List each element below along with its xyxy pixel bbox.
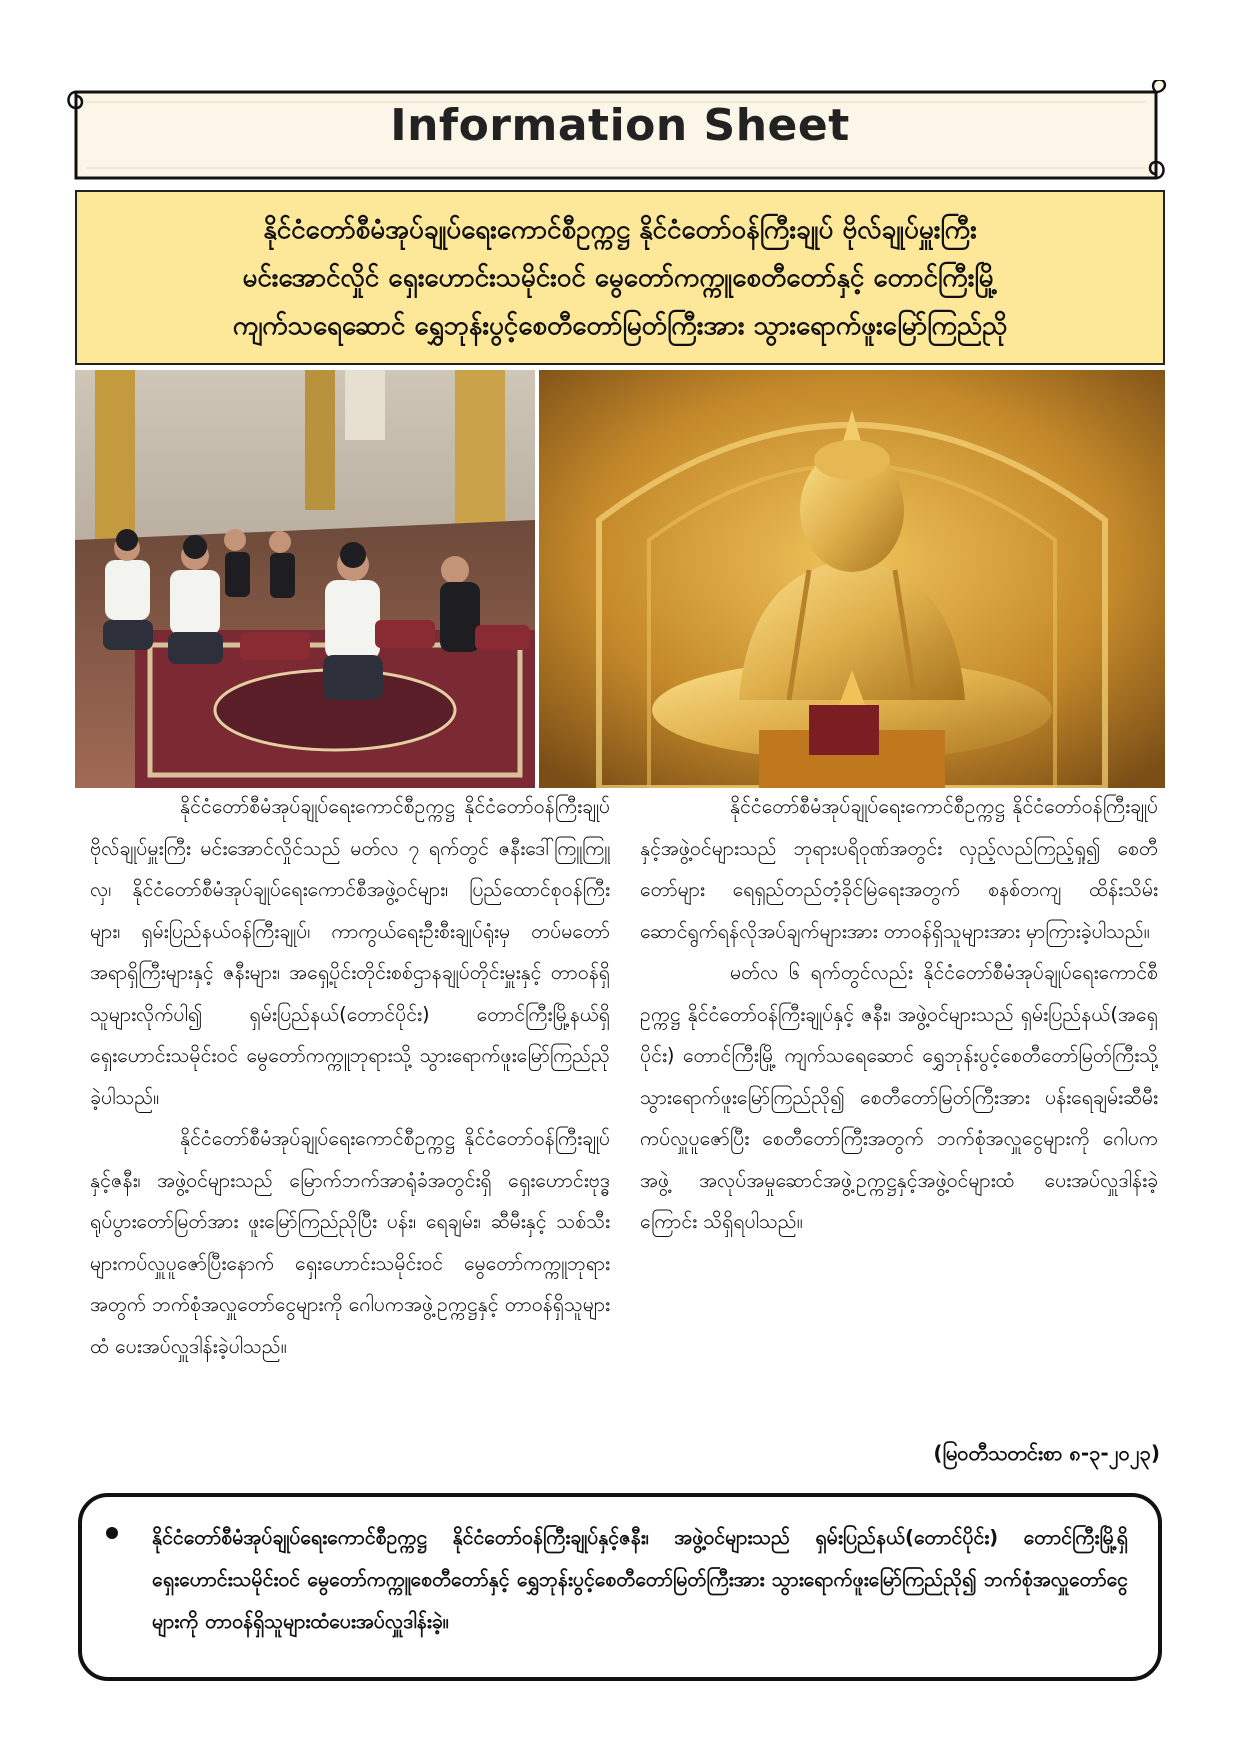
article-column-right: [640, 786, 1158, 1386]
title-banner: [66, 80, 1174, 190]
summary-box: [78, 1493, 1162, 1681]
bullet-icon: [106, 1527, 118, 1539]
page-title: Information Sheet: [390, 100, 850, 151]
photo-golden-buddha: [539, 370, 1165, 788]
article-paragraph: နိုင်ငံတော်စီမံအုပ်ချုပ်ရေးကောင်စီဥက္ကဋ္ဌ နိုင်ငံတော်ဝန်ကြီးချုပ်နှင့်အဖွဲ့ဝင်များသည် ဘုရားပရိဝုဏ်အတွင်း လှည့်လည်ကြည့်ရှု၍ စေတီတော်များ ရေရှည်တည်တံ့ခိုင်မြဲရေးအတွက် စနစ်တကျ ထိန်းသိမ်းဆောင်ရွက်ရန်လိုအပ်ချက်များအား တာဝန်ရှိသူများအား မှာကြားခဲ့ပါသည်။: [640, 795, 1158, 943]
headline-line-1: နိုင်ငံတော်စီမံအုပ်ချုပ်ရေးကောင်စီဥက္ကဋ္ဌ နိုင်ငံတော်ဝန်ကြီးချုပ် ဗိုလ်ချုပ်မှူးကြီး: [263, 215, 977, 245]
headline-line-3: ကျက်သရေဆောင် ရွှေဘုန်းပွင့်စေတီတော်မြတ်ကြီးအား သွားရောက်ဖူးမြော်ကြည်ညို: [232, 311, 1008, 341]
summary-text: နိုင်ငံတော်စီမံအုပ်ချုပ်ရေးကောင်စီဥက္ကဋ္ဌ နိုင်ငံတော်ဝန်ကြီးချုပ်နှင့်ဇနီး၊ အဖွဲ့ဝင်များသည် ရှမ်းပြည်နယ်(တောင်ပိုင်း) တောင်ကြီးမြို့ရှိ ရှေးဟောင်းသမိုင်းဝင် မွေတော်ကက္ကူစေတီတော်နှင့် ရွှေဘုန်းပွင့်စေတီတော်မြတ်ကြီးအား သွားရောက်ဖူးမြော်ကြည်ညို၍ ဘက်စုံအလှူတော်ငွေများကို တာဝန်ရှိသူများထံပေးအပ်လှူဒါန်းခဲ့။: [152, 1526, 1128, 1633]
article-paragraph: မတ်လ ၆ ရက်တွင်လည်း နိုင်ငံတော်စီမံအုပ်ချုပ်ရေးကောင်စီဥက္ကဋ္ဌ နိုင်ငံတော်ဝန်ကြီးချုပ်နှင့် ဇနီး၊ အဖွဲ့ဝင်များသည် ရှမ်းပြည်နယ်(အရှေ့ပိုင်း) တောင်ကြီးမြို့ ကျက်သရေဆောင် ရွှေဘုန်းပွင့်စေတီတော်မြတ်ကြီးသို့ သွားရောက်ဖူးမြော်ကြည်ညို၍ စေတီတော်မြတ်ကြီးအား ပန်းရေချမ်းဆီမီး ကပ်လှူပူဇော်ပြီး စေတီတော်ကြီးအတွက် ဘက်စုံအလှူငွေများကို ဂေါပကအဖွဲ့ အလုပ်အမှုဆောင်အဖွဲ့ဥက္ကဋ္ဌနှင့်အဖွဲ့ဝင်များထံ ပေးအပ်လှူဒါန်းခဲ့ကြောင်း သိရှိရပါသည်။: [640, 961, 1158, 1233]
article-paragraph: နိုင်ငံတော်စီမံအုပ်ချုပ်ရေးကောင်စီဥက္ကဋ္ဌ နိုင်ငံတော်ဝန်ကြီးချုပ်နှင့်ဇနီး၊ အဖွဲ့ဝင်များသည် မြောက်ဘက်အာရုံခံအတွင်းရှိ ရှေးဟောင်းဗုဒ္ဓရုပ်ပွားတော်မြတ်အား ဖူးမြော်ကြည်ညိုပြီး ပန်း၊ ရေချမ်း၊ ဆီမီးနှင့် သစ်သီးများကပ်လှူပူဇော်ပြီးနောက် ရှေးဟောင်းသမိုင်းဝင် မွေတော်ကက္ကူဘုရားအတွက် ဘက်စုံအလှူတော်ငွေများကို ဂေါပကအဖွဲ့ဥက္ကဋ္ဌနှင့် တာဝန်ရှိသူများထံ ပေးအပ်လှူဒါန်းခဲ့ပါသည်။: [90, 1127, 610, 1358]
article-paragraph: နိုင်ငံတော်စီမံအုပ်ချုပ်ရေးကောင်စီဥက္ကဋ္ဌ နိုင်ငံတော်ဝန်ကြီးချုပ် ဗိုလ်ချုပ်မှူးကြီး မင်းအောင်လှိုင်သည် မတ်လ ၇ ရက်တွင် ဇနီးဒေါ်ကြူကြူလှ၊ နိုင်ငံတော်စီမံအုပ်ချုပ်ရေးကောင်စီအဖွဲ့ဝင်များ၊ ပြည်ထောင်စုဝန်ကြီးများ၊ ရှမ်းပြည်နယ်ဝန်ကြီးချုပ်၊ ကာကွယ်ရေးဦးစီးချုပ်ရုံးမှ တပ်မတော်အရာရှိကြီးများနှင့် ဇနီးများ၊ အရှေ့ပိုင်းတိုင်းစစ်ဌာနချုပ်တိုင်းမှူးနှင့် တာဝန်ရှိသူများလိုက်ပါ၍ ရှမ်းပြည်နယ်(တောင်ပိုင်း) တောင်ကြီးမြို့နယ်ရှိ ရှေးဟောင်းသမိုင်းဝင် မွေတော်ကက္ကူဘုရားသို့ သွားရောက်ဖူးမြော်ကြည်ညိုခဲ့ပါသည်။: [90, 795, 610, 1109]
headline-box: [75, 190, 1165, 365]
headline-line-2: မင်းအောင်လှိုင် ရှေးဟောင်းသမိုင်းဝင် မွေတော်ကက္ကူစေတီတော်နှင့် တောင်ကြီးမြို့: [242, 263, 998, 293]
article-column-left: [90, 786, 610, 1466]
source-citation: (မြဝတီသတင်းစာ ၈-၃-၂၀၂၃): [933, 1441, 1160, 1465]
photo-worship-hall: [75, 370, 535, 788]
